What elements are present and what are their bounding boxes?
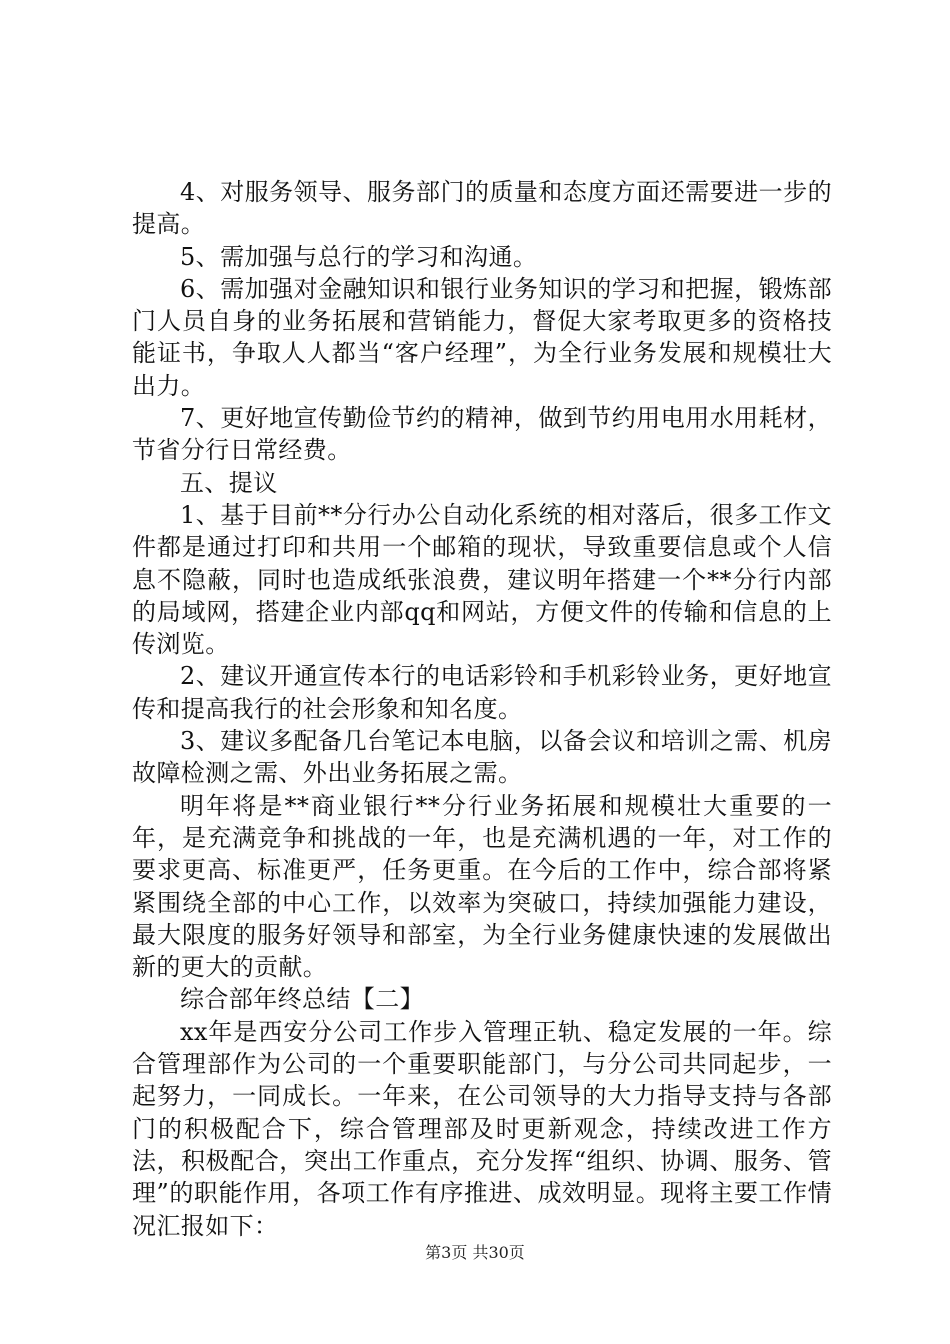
summary-intro-paragraph: xx年是西安分公司工作步入管理正轨、稳定发展的一年。综合管理部作为公司的一个重要职能部门，与分公司共同起步，一起努力，一同成长。一年来，在公司领导的大力指导支持与各部门的积极配合下，综合管理部及时更新观念，持续改进工作方法，积极配合，突出工作重点，充分发挥“组织、协调、服务、管理”的职能作用，各项工作有序推进、成效明显。现将主要工作情况汇报如下： — [132, 1017, 832, 1240]
closing-paragraph: 明年将是**商业银行**分行业务拓展和规模壮大重要的一年，是充满竞争和挑战的一年，也是充满机遇的一年，对工作的要求更高、标准更严，任务更重。在今后的工作中，综合部将紧紧围绕全部的中心工作，以效率为突破口，持续加强能力建设，最大限度的服务好领导和部室，为全行业务健康快速的发展做出新的更大的贡献。 — [132, 791, 832, 982]
proposal-item-3: 3、建议多配备几台笔记本电脑，以备会议和培训之需、机房故障检测之需、外出业务拓展之需。 — [132, 727, 832, 788]
paragraph-item-7: 7、更好地宣传勤俭节约的精神，做到节约用电用水用耗材，节省分行日常经费。 — [132, 404, 832, 465]
section-heading-summary-two: 综合部年终总结【二】 — [180, 985, 424, 1014]
proposal-item-2: 2、建议开通宣传本行的电话彩铃和手机彩铃业务，更好地宣传和提高我行的社会形象和知名度。 — [132, 662, 832, 723]
document-body — [132, 176, 832, 1242]
section-heading-proposals: 五、提议 — [180, 468, 278, 497]
paragraph-item-4: 4、对服务领导、服务部门的质量和态度方面还需要进一步的提高。 — [132, 178, 832, 239]
page-number-footer: 第3页 共30页 — [425, 1243, 525, 1262]
paragraph-item-6: 6、需加强对金融知识和银行业务知识的学习和把握，锻炼部门人员自身的业务拓展和营销能力，督促大家考取更多的资格技能证书，争取人人都当“客户经理”，为全行业务发展和规模壮大出力。 — [132, 274, 832, 400]
paragraph-item-5: 5、需加强与总行的学习和沟通。 — [180, 242, 538, 271]
proposal-item-1: 1、基于目前**分行办公自动化系统的相对落后，很多工作文件都是通过打印和共用一个邮箱的现状，导致重要信息或个人信息不隐蔽，同时也造成纸张浪费，建议明年搭建一个**分行内部的局域网，搭建企业内部qq和网站，方便文件的传输和信息的上传浏览。 — [132, 500, 832, 659]
